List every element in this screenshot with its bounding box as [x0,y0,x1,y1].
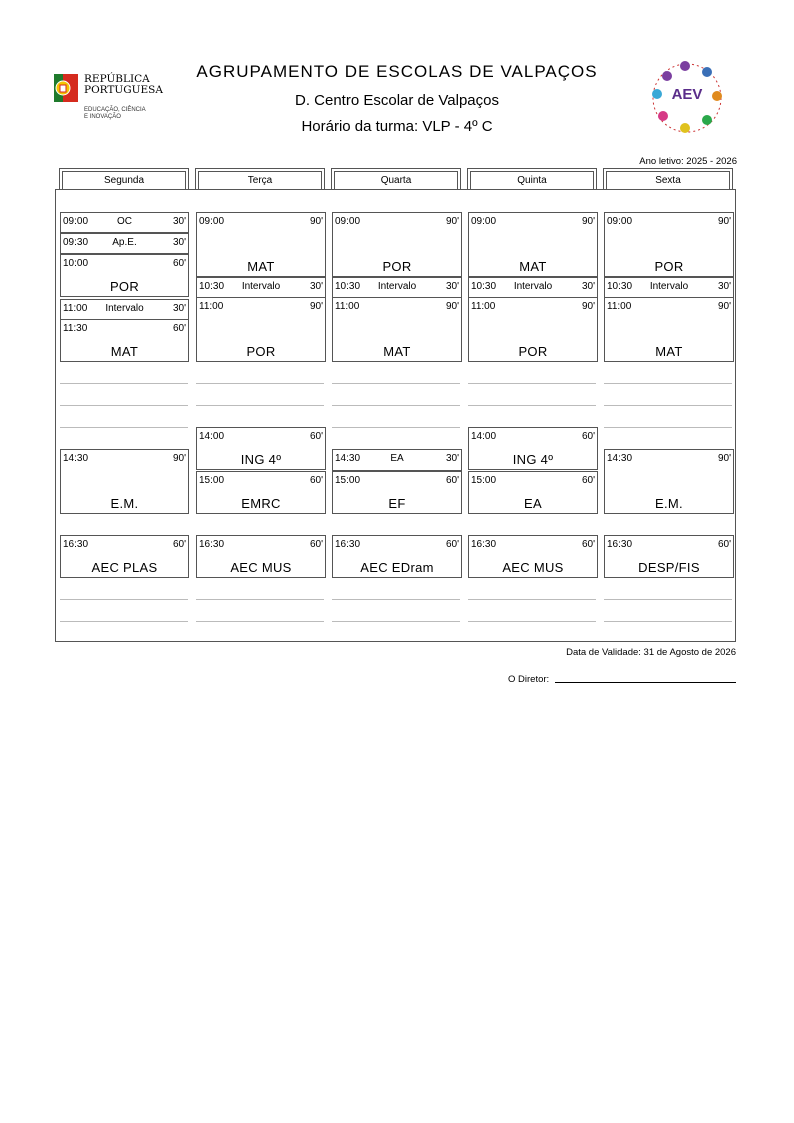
lesson-subject: EA [524,496,542,511]
director-label: O Diretor: [508,674,550,685]
lesson-subject: AEC MUS [502,560,564,575]
day-tab-wednesday: Quarta [331,168,461,189]
lesson-subject: Intervalo [241,281,281,292]
lesson-cell [196,297,326,362]
lesson-duration: 60' [172,539,186,550]
lesson-duration: 60' [581,539,595,550]
lesson-cell [604,449,734,514]
lesson-subject: POR [654,259,684,274]
lesson-time: 16:30 [63,539,89,550]
lesson-subject: MAT [383,344,411,359]
lesson-duration: 90' [172,453,186,464]
gov-logo-line2: PORTUGUESA [84,84,163,96]
lesson-duration: 90' [581,216,595,227]
lesson-time: 15:00 [199,475,225,486]
lesson-subject: ING 4º [240,452,282,467]
lesson-subject: OC [117,216,132,227]
lesson-cell [604,277,734,298]
lesson-time: 16:30 [199,539,225,550]
lesson-duration: 60' [309,431,323,442]
lesson-time: 11:00 [199,301,224,312]
lesson-duration: 90' [309,301,323,312]
lesson-subject: MAT [110,344,139,359]
lesson-cell [468,277,598,298]
lesson-cell [604,212,734,277]
lesson-cell [332,212,462,277]
lesson-subject: Intervalo [649,281,689,292]
lesson-cell [196,471,326,514]
validity-date: Data de Validade: 31 de Agosto de 2026 [566,647,736,658]
lesson-time: 10:30 [199,281,225,292]
lesson-time: 09:00 [335,216,361,227]
lesson-duration: 60' [309,539,323,550]
lesson-cell [468,535,598,578]
lesson-time: 16:30 [471,539,497,550]
lesson-subject: EMRC [241,496,281,511]
lesson-subject: MAT [655,344,683,359]
lesson-subject: AEC PLAS [91,560,158,575]
lesson-time: 09:30 [63,237,89,248]
day-tab-monday: Segunda [59,168,189,189]
lesson-duration: 60' [172,323,186,334]
lesson-duration: 60' [309,475,323,486]
lesson-subject: Intervalo [105,303,144,314]
lesson-cell [196,277,326,298]
lesson-cell [332,449,462,471]
director-signature-line [555,682,736,683]
day-tab-thursday: Quinta [467,168,597,189]
lesson-duration: 90' [581,301,595,312]
lesson-duration: 30' [309,281,323,292]
lesson-time: 14:30 [335,453,361,464]
lesson-time: 09:00 [199,216,225,227]
lesson-cell [60,299,189,320]
school-logo-acronym: AEV [671,86,703,103]
lesson-cell [468,427,598,470]
lesson-subject: E.M. [655,496,683,511]
lesson-cell [604,297,734,362]
lesson-cell [604,535,734,578]
lesson-time: 11:00 [63,303,88,314]
lesson-subject: MAT [519,259,547,274]
lesson-duration: 90' [717,453,731,464]
lesson-duration: 90' [717,301,731,312]
lesson-time: 11:00 [335,301,360,312]
lesson-subject: Intervalo [513,281,553,292]
lesson-cell [332,277,462,298]
lesson-time: 11:00 [607,301,632,312]
lesson-time: 14:30 [63,453,89,464]
lesson-subject: DESP/FIS [638,560,700,575]
gov-logo-line3: EDUCAÇÃO, CIÊNCIA [84,107,146,113]
gov-logo-line1: REPÚBLICA [84,73,150,85]
lesson-subject: ING 4º [512,452,554,467]
lesson-time: 09:00 [63,216,89,227]
lesson-time: 14:00 [199,431,225,442]
lesson-cell [60,319,189,362]
lesson-duration: 60' [581,431,595,442]
day-tab-tuesday: Terça [195,168,325,189]
lesson-subject: POR [382,259,412,274]
lesson-duration: 90' [309,216,323,227]
lesson-cell [332,535,462,578]
lesson-cell [60,449,189,514]
lesson-subject: Ap.E. [112,237,137,248]
lesson-duration: 90' [445,301,459,312]
lesson-subject: AEC EDram [360,560,434,575]
lesson-time: 15:00 [471,475,497,486]
lesson-time: 16:30 [335,539,361,550]
lesson-time: 10:00 [63,258,89,269]
lesson-duration: 30' [172,216,186,227]
lesson-cell [468,212,598,277]
lesson-duration: 30' [172,303,186,314]
school-year: Ano letivo: 2025 - 2026 [639,156,737,167]
school-name: D. Centro Escolar de Valpaços [295,92,499,109]
lesson-subject: POR [246,344,276,359]
lesson-cell [60,535,189,578]
lesson-duration: 90' [717,216,731,227]
lesson-subject: E.M. [110,496,139,511]
lesson-subject: MAT [247,259,275,274]
lesson-subject: AEC MUS [230,560,292,575]
lesson-subject: Intervalo [377,281,417,292]
lesson-time: 09:00 [607,216,633,227]
lesson-time: 10:30 [335,281,361,292]
lesson-duration: 60' [581,475,595,486]
lesson-cell [332,297,462,362]
lesson-time: 09:00 [471,216,497,227]
lesson-cell [60,233,189,254]
lesson-subject: EF [388,496,406,511]
gov-logo-line4: E INOVAÇÃO [84,114,121,120]
lesson-time: 11:00 [471,301,496,312]
lesson-time: 10:30 [471,281,497,292]
lesson-cell [60,212,189,233]
lesson-duration: 60' [717,539,731,550]
lesson-cell [468,471,598,514]
lesson-duration: 30' [445,453,459,464]
lesson-time: 14:30 [607,453,633,464]
lesson-duration: 30' [172,237,186,248]
lesson-cell [196,535,326,578]
lesson-cell [196,212,326,277]
org-title: AGRUPAMENTO DE ESCOLAS DE VALPAÇOS [196,62,598,81]
lesson-subject: POR [109,279,140,294]
lesson-subject: EA [390,453,404,464]
lesson-duration: 30' [717,281,731,292]
lesson-cell [332,471,462,514]
lesson-cell [468,297,598,362]
lesson-time: 11:30 [63,323,88,334]
lesson-subject: POR [518,344,548,359]
lesson-duration: 90' [445,216,459,227]
lesson-time: 16:30 [607,539,633,550]
lesson-duration: 60' [172,258,186,269]
lesson-time: 14:00 [471,431,497,442]
class-label: Horário da turma: VLP - 4º C [301,118,493,135]
lesson-duration: 60' [445,539,459,550]
lesson-duration: 60' [445,475,459,486]
day-tab-friday: Sexta [603,168,733,189]
lesson-duration: 30' [445,281,459,292]
lesson-time: 15:00 [335,475,361,486]
lesson-time: 10:30 [607,281,633,292]
lesson-duration: 30' [581,281,595,292]
lesson-cell [196,427,326,470]
lesson-cell [60,254,189,297]
